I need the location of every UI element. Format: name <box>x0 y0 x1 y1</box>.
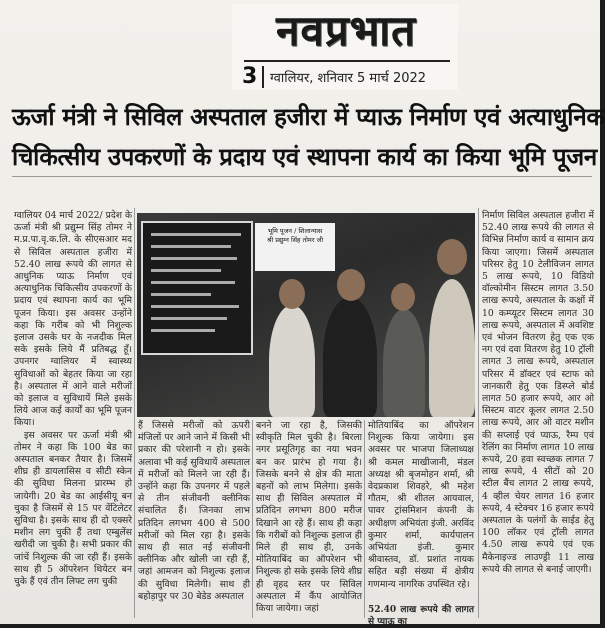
person-head <box>279 279 305 309</box>
plaque-text-line <box>151 281 235 284</box>
plaque-text-line <box>151 317 227 320</box>
article-paragraph: मोतियाबिंद का ऑपरेशन निशुल्क किया जायेगा। इस अवसर पर भाजपा जिलाध्यक्ष श्री कमल माखीजानी, मंडल अध्यक्ष श्री बृजमोहन शर्मा, श्री वेदप्रकाश शिवहरे, श्री महेश गौतम, श्री शीतल आयवाल, पावर ट्रांसमिशन कंपनी के अधीक्षण अभियंता इंजी. अरविंद कुमार शर्मा, कार्यपालन अभियंता इंजी. कुमार श्रीवास्तव, डॉ. प्रशांत नायक सहित बड़ी संख्या में क्षेत्रीय गणमान्य नागरिक उपस्थित रहे। <box>368 420 474 590</box>
article-paragraph: इस अवसर पर ऊर्जा मंत्री श्री तोमर ने कहा कि 100 बेड का अस्पताल बनकर तैयार है। जिसमें शीघ्र ही डायलासिस व सीटी स्केन की सुविधा मिलना प्रारम्भ हो जायेगी। 20 बेड का आईसीयू बन चुका है जिसमें से 15 पर वेंटिलेटर सुविधा है। इसके साथ ही दो एक्सरे मशीन लग चुकी हैं तथा एम्बुलेंस खरीदी जा चुकी है। सभी प्रकार की जांचें निशुल्क की जा रही हैं। इसके साथ ही 5 ऑपरेशन थियेटर बन चुके हैं एवं तीन लिफ्ट लग चुकी <box>14 429 132 588</box>
plaque-caption-line: भूमि पूजन / शिलान्यास <box>267 227 323 235</box>
person-head <box>337 269 365 301</box>
page-number-divider <box>262 66 264 88</box>
article-paragraph: निर्माण सिविल अस्पताल हजीरा में 52.40 लाख रूपये की लागत से विभिन्न निर्माण कार्य व सामान क्रय किया जाएगा। जिसमें अस्पताल परिसर हेतु 10 टेलीविजन लागत 5 लाख रूपये, 10 विडियो वॉल्कोमीन सिस्टम लागत 3.50 लाख रूपये, अस्पताल के कक्षों में 10 कम्प्यूटर सिस्टम लागत 30 लाख रूपये, अस्पताल में अवशिष्ट एवं भोजन वितरण हेतु एक एक नग एवं दवा वितरण हेतु 10 ट्रॉली लागत 3 लाख रूपये, अस्पताल परिसर में डॉक्टर एवं स्टाफ को जानकारी हेतु एक डिस्प्ले बोर्ड लागत 50 हजार रूपये, आर ओ सिस्टम वाटर कूलर लागत 2.50 लाख रूपये, आर ओ वाटर मशीन की सप्लाई एवं प्याऊ, रैम्प एवं रेलिंग का निर्माण लागत 10 लाख रूपये, 20 हवा स्वच्छक लागत 7 लाख रूपये, 4 सीटों को 20 स्टील बैंच लागत 2 लाख रूपये, 4 व्हील चेयर लागत 16 हजार रूपये, 4 स्टेक्चर 16 हजार रूपये अस्पताल के पलंगों के साईड हेतु 100 लॉकर एवं ट्रॉली लागत 4.50 लाख रूपये एवं एक मैकेनाइज्ड लाउण्ड्री 11 लाख रूपये की लागत से बनाई जाएगी। <box>482 210 594 575</box>
article-column-2 <box>138 420 250 618</box>
article-column-4 <box>368 420 474 606</box>
article-column-1 <box>14 210 132 618</box>
plaque-text-line <box>151 233 241 236</box>
article-paragraph: हैं जिससे मरीजों को ऊपरी मंजिलों पर आने जाने में किसी भी प्रकार की परेशानी न हो। इसके अलावा भी कई सुविधायें अस्पताल में मरीजों को मिलने जा रही हैं। उन्होंने कहा कि उपनगर में पहले से तीन संजीवनी क्लीनिक संचालित हैं। जिनका लाभ प्रतिदिन लगभग 400 से 500 मरीजों को मिल रहा है। इसके साथ ही सात नई संजीवनी क्लीनिक और खोली जा रही हैं, जहां आमजन को निशुल्क इलाज की सुविधा मिलेगी। साथ ही बहोड़ापुर पर 30 बेडेड अस्पताल <box>138 420 250 602</box>
column-divider <box>134 208 135 618</box>
page-number: 3 <box>242 64 258 89</box>
plaque-text-line <box>151 245 231 248</box>
article-paragraph: ग्वालियर 04 मार्च 2022/ प्रदेश के ऊर्जा मंत्री श्री प्रद्युम्न सिंह तोमर ने म.प्र.पा.वृ.क.लि. के सीएसआर मद से सिविल अस्पताल हजीरा में 52.40 लाख रूपये की लागत से आधुनिक प्याऊ निर्माण एवं अत्याधुनिक चिकित्सीय उपकरणों के प्रदाय एवं स्थापना कार्य का भूमि पूजन किया। इस अवसर उन्होंने कहा कि गरीब को भी निशुल्क इलाज उसके घर के नजदीक मिल सके इसके लिये मैं प्रतिबद्ध हूँ। उपनगर ग्वालियर में स्वास्थ्य सुविधाओं को बेहतर किया जा रहा है। अस्पताल में आने वाले मरीजों को इलाज व सुविधायें मिले इसके लिये आज कई कार्यों का भूमि पूजन किया। <box>14 210 132 429</box>
headline-line-2: चिकित्सीय उपकरणों के प्रदाय एवं स्थापना कार्य का किया भूमि पूजन <box>12 143 597 171</box>
article-subheading <box>368 604 474 627</box>
event-photo <box>137 213 475 417</box>
column-divider <box>252 420 253 618</box>
plaque-caption <box>255 223 335 271</box>
person-silhouette <box>383 309 425 417</box>
dateline: ग्वालियर, शनिवार 5 मार्च 2022 <box>270 71 427 86</box>
plaque-text-line <box>151 329 215 332</box>
article-column-3 <box>256 420 362 618</box>
subheading-text: 52.40 लाख रूपये की लागत से प्याऊ का <box>368 605 474 627</box>
person-silhouette <box>429 279 475 417</box>
plaque-text-line <box>151 257 237 260</box>
headline-line-1: ऊर्जा मंत्री ने सिविल अस्पताल हजीरा में प्याऊ निर्माण एवं अत्याधुनिक <box>12 103 605 131</box>
plaque-text-line <box>151 293 211 296</box>
plaque-text-line <box>151 305 239 308</box>
person-silhouette <box>269 305 315 417</box>
person-head <box>437 239 467 275</box>
person-silhouette <box>323 297 377 417</box>
article-paragraph: बनने जा रहा है, जिसकी स्वीकृति मिल चुकी है। बिरला नगर प्रसूतिगृह का नया भवन बन कर प्रारंभ हो गया है। जिसके बनने से क्षेत्र की माता बहनों को लाभ मिलेगा। इसके साथ ही सिविल अस्पताल में प्रतिदिन लगभग 800 मरीज दिखाने आ रहे हैं। साथ ही कहा कि गरीबों को निशुल्क इलाज ही मिले ही साथ ही, उनके मोतियाबिंद का ऑपरेशन भी निशुल्क हो सके इसके लिये शीघ्र ही वृहद स्तर पर सिविल अस्पताल में कैंप आयोजित किया जायेगा। जहां <box>256 420 362 615</box>
column-divider <box>364 420 365 618</box>
foundation-plaque <box>141 221 253 355</box>
article-column-5 <box>482 210 594 618</box>
masthead-rule <box>244 60 450 62</box>
plaque-text-line <box>151 269 221 272</box>
headline-divider <box>12 176 592 177</box>
plaque-caption-line: श्री प्रद्युम्न सिंह तोमर जी <box>266 235 324 244</box>
column-divider <box>478 208 479 618</box>
person-head <box>391 283 415 311</box>
masthead <box>232 4 458 90</box>
newspaper-title: नवप्रभात <box>276 6 416 55</box>
